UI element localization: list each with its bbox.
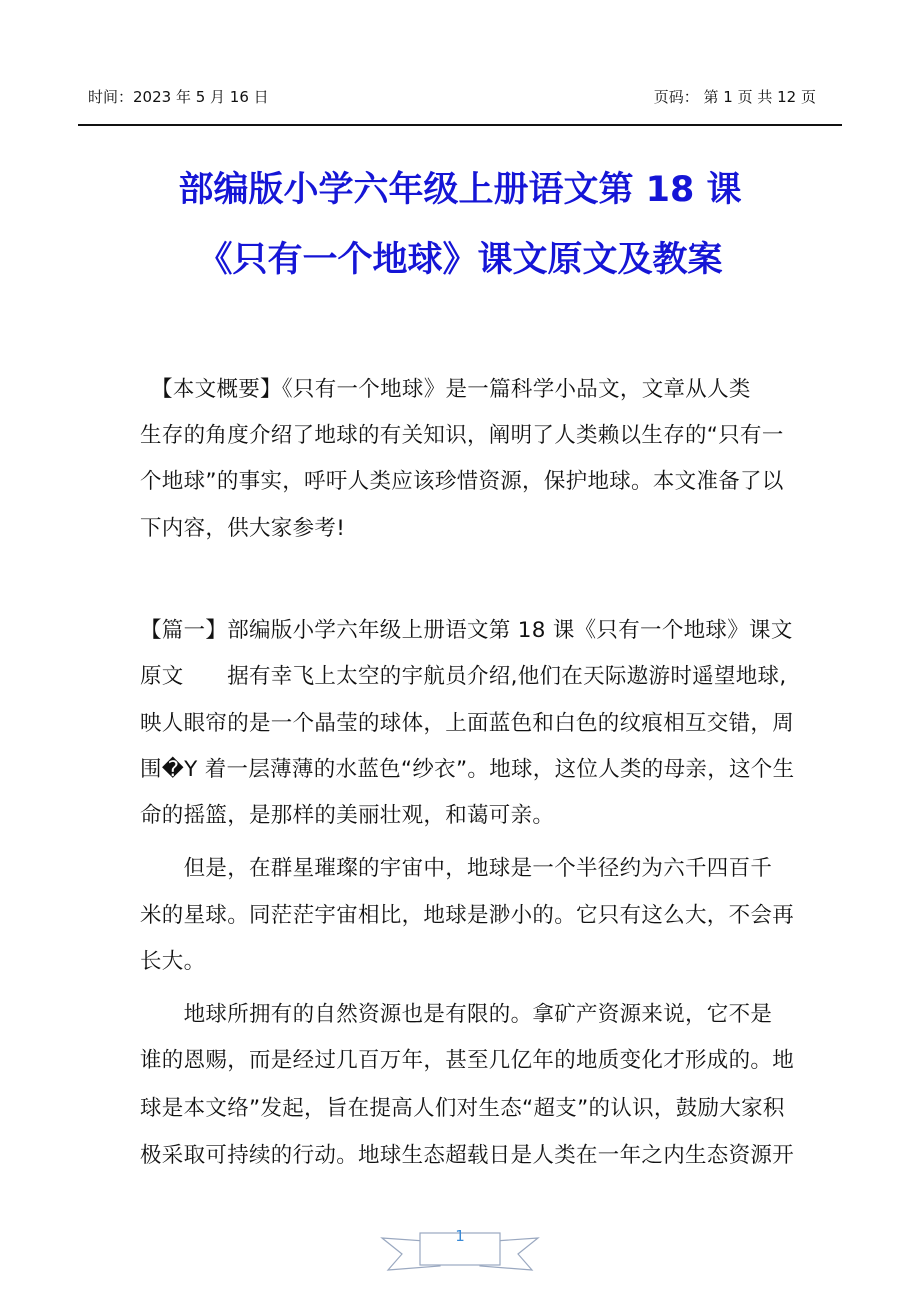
paragraph-line: 极采取可持续的行动。地球生态超载日是人类在一年之内生态资源开 bbox=[140, 1143, 795, 1168]
title-line-1: 部编版小学六年级上册语文第 18 课 bbox=[178, 170, 742, 210]
paragraph-line: 命的摇篮，是那样的美丽壮观，和蔼可亲。 bbox=[140, 803, 555, 828]
header-date: 时间：2023 年 5 月 16 日 bbox=[88, 88, 269, 106]
title-line-2: 《只有一个地球》课文原文及教案 bbox=[197, 240, 723, 280]
paragraph-line: 长大。 bbox=[140, 949, 206, 974]
paragraph-line: 【本文概要】《只有一个地球》是一篇科学小品文，文章从人类 bbox=[140, 377, 751, 402]
paragraph-line: 但是，在群星璀璨的宇宙中，地球是一个半径约为六千四百千 bbox=[140, 856, 773, 881]
paragraph-line: 生存的角度介绍了地球的有关知识，阐明了人类赖以生存的“只有一 bbox=[140, 423, 784, 448]
paragraph-line: 【篇一】部编版小学六年级上册语文第 18 课《只有一个地球》课文 bbox=[140, 618, 793, 643]
paragraph-line: 映人眼帘的是一个晶莹的球体，上面蓝色和白色的纹痕相互交错，周 bbox=[140, 711, 795, 736]
header-page-info: 页码： 第 1 页 共 12 页 bbox=[653, 88, 816, 106]
paragraph-line: 下内容，供大家参考! bbox=[140, 516, 346, 541]
paragraph-line: 米的星球。同茫茫宇宙相比，地球是渺小的。它只有这么大，不会再 bbox=[140, 903, 795, 928]
page-footer-ribbon bbox=[380, 1214, 540, 1274]
page-number: 1 bbox=[455, 1227, 465, 1245]
paragraph-line: 球是本文络”发起，旨在提高人们对生态“超支”的认识，鼓励大家积 bbox=[140, 1096, 785, 1121]
paragraph-line: 围�Y 着一层薄薄的水蓝色“纱衣”。地球，这位人类的母亲，这个生 bbox=[140, 757, 795, 782]
header-rule bbox=[78, 124, 842, 126]
paragraph-line: 地球所拥有的自然资源也是有限的。拿矿产资源来说，它不是 bbox=[140, 1002, 773, 1027]
paragraph-line: 原文 据有幸飞上太空的宇航员介绍,他们在天际遨游时遥望地球, bbox=[140, 664, 787, 689]
paragraph-line: 谁的恩赐，而是经过几百万年，甚至几亿年的地质变化才形成的。地 bbox=[140, 1048, 795, 1073]
paragraph-line: 个地球”的事实，呼吁人类应该珍惜资源，保护地球。本文准备了以 bbox=[140, 469, 784, 494]
